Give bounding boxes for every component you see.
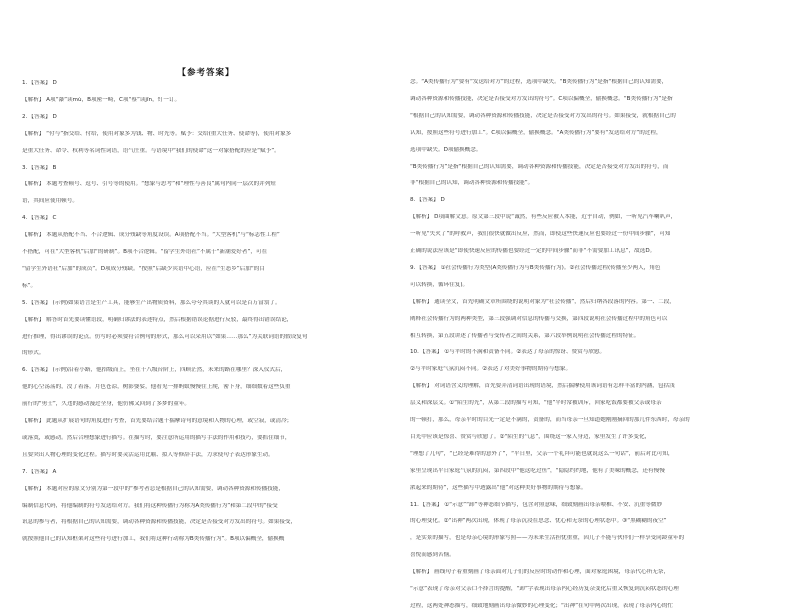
text-line: 的一顿打，那么，母亲平时的目光一定是不满的，责备的，而当母亲一旦知道她刚刚摘回的那几件东西时，母亲的: [410, 417, 690, 423]
text-line: 可以转换，循环往复)。: [410, 281, 469, 288]
text-line: 一听见“失火了”的呼救声，我们很快就做出反应，然而，即使这些快速反应也要经过一份中间步骤”，可知: [410, 231, 671, 238]
text-line: 1．【答案】 D: [22, 80, 57, 86]
text-line: “示意”表现了母亲对父亲口不择言的提醒，“卸”字表现出母亲内心经历复杂变化后重又恢复到沉闷状态的心理: [410, 586, 679, 592]
text-line: 11．【答案】 ①“示意”“卸”等神态细节描写，包含对照意味，细致刻画出母亲喂稚、不安、沉重等微妙: [410, 501, 663, 508]
text-line: 【解析】 本题从搭配不当、不合逻辑、成分残缺等角度设误。A项搭配不当。“大型客机”与“标志性工程”: [22, 232, 280, 239]
text-line: 语，其间应使用顿号。: [22, 198, 78, 205]
text-line: 10．【答案】 ①与平时的不满和责备不同。②表达了母亲的惊讶、赞赏与欣慰。: [410, 349, 606, 356]
text-line: 目光中应该是惊喜、赞赏与欣慰了。②“陌生的气息”，围绕这一家人身边，家里发生了许多变化，: [410, 433, 651, 440]
text-line: 4．【答案】 C: [22, 215, 57, 222]
text-line: 讯息的参与者，将根据自己的认知需要，调动各种资源和传播技能，决定是否接受对方发出的符号。如果接受，: [22, 519, 297, 526]
text-line: 【解析】 本题对应的原文分别为第一段中的“参考者总是根据自己的认知需要，调动各种资源和传播技能，: [22, 485, 284, 492]
text-line: 念。“A类传播行为”要有“发送给对方”的过程，选项中缺失。“B类传播行为”是指“根据自己的认知需要，: [410, 79, 668, 85]
text-line: 层义和深层义。①“陌生的光”，从第二段的描写可知，“他”平时常被训斥，回家吃饭都要被父亲或母亲: [410, 400, 662, 407]
text-line: 他的心空荡荡的，没了着落。月色苍凉，树影婆娑，他看见一排蚂蚁慢慢往上爬，密下身，细细数着这些负重: [22, 384, 291, 391]
text-line: 【解析】 本题考查顿号、逗号、引号等的使用。“想象与思考”和“理性与善良”属句内同一层次的并列短: [22, 181, 276, 188]
text-line: 调动各种资源和传播技能，决定是否接受对方发出的符号”。C项以偏概全，偷换概念。“B类传播行为”是指: [410, 95, 673, 102]
text-line: 非“根据自己的认知，调动各种资源和传播技能”。: [410, 180, 534, 187]
text-line: 就按照他自己的认知框架对这些符号进行加工，我们将这种行动称为B类传播行为”。B项以偏概全，偷换概: [22, 536, 285, 543]
text-line: ②与平时家庭气氛沉闷不同。②表达了对美好事物的期待与想象。: [410, 366, 572, 373]
text-line: 浓起来的期待”，这些描写中透露出“他”对这种美好事物的期待与想象。: [410, 484, 587, 491]
text-line: 阐释社会传播行为的两种类型，第三段强调对信息的传播与交换，第四段说明社会传播过程中的角色可以: [410, 315, 668, 322]
text-line: 过程，这两处神态描写，细致地刻画出母亲微妙的心理变化；“出神”在句中两次出现，表现了母亲内心的忙: [410, 602, 674, 609]
text-line: 【解析】 此题从扩展语句的角度进行考查，首先要结合题干揣摩诗句的意境和人物的心理，或空寂，或清冷；: [22, 418, 293, 424]
text-line: 【解析】 对词语含义的理解，首先要弄清词语出现的语境，然后揣摩使用该词语有怎样丰富的内涵，包括浅: [410, 383, 675, 390]
text-line: 【解析】 “付与”指交给、付给，使用对象多为钱、物、时光等。赋予：交给(重大任务、使命等)，使用对象多: [22, 130, 292, 137]
text-line: “根据自己的认知需要，调动各种资源和传播技能，决定是否接受对方发出的符号。如果接受，就根据自己的: [410, 112, 676, 119]
text-line: 正确的说法应该是“即使快速反应的传播也要经过一定的中间步骤”而非“不需要加工讯息”，故选D。: [410, 248, 656, 254]
text-line: “留学生外语社”后加“的成员”。D项成分残缺。“按照”后缺少宾语中心语，应在“生态乡”后加“的目: [22, 265, 265, 272]
text-line: 进行推理，得出谬误的论点。仿写时必须要符合例句的形式，那么可以采用以“如果……那么”为关联词语的假设复句: [22, 333, 308, 340]
page-title: 【参考答案】: [177, 68, 235, 78]
text-line: 3．【答案】 B: [22, 164, 57, 171]
text-line: 的形式。: [22, 350, 45, 357]
text-line: 6．【答案】 (示例)沿着小路，他拾级而上，坐在十八级台阶上，四顾茫然，未来的路在哪里？深入仪式后，: [22, 367, 287, 374]
text-line: 喜悦而感到苦恼。: [410, 552, 455, 559]
text-line: 认知，按照这些符号进行加工”。C项以偏概全，偷换概念。“A类传播行为”要有“发送给对方”的过程，: [410, 129, 662, 136]
text-line: 【解析】 解答时首先要读懂语段，明确归谬法的表述特点，然后根据错误论据进行反驳，最终得出错误结论，: [22, 316, 293, 323]
text-line: 【解析】 画线句子着重刻画了母亲面对儿子们的反应时的动作和心理，面对家庭困境，母亲代心所无奈，: [410, 569, 670, 576]
text-line: 【解析】 A项“瀑”读mù，B项密一畸，C项“蔡”读jīn，钉一订。: [22, 96, 181, 103]
text-line: 5．【答案】 (示例)如果语言是生产工具，能够生产出物质资料，那么夸夸其谈的人就可以是百万富翁了。: [22, 299, 281, 306]
text-line: ，是实景的描写，也是母亲心境的形象写照——为未来生活担忧重重，因儿子不能与伙伴们一样享受同龄童年的: [410, 535, 685, 542]
text-line: 的心理变化。②“出神”两次出现，体现了母亲沉浸在思念、忧心和无奈的心理状态中。③“黑糊糊的夜空”: [410, 518, 667, 525]
text-line: 前行的“勇士”，久违的感动漫过全身，他仿佛又回到了多梦的童年。: [22, 401, 191, 408]
text-line: 编制信息代码，将他编制的符号发送给对方。我们将这种传播行为称为A类传播行为”和第二段中的“接受: [22, 502, 278, 509]
text-line: “理想了几句”，“已经是难得的意外了”，“平日里，父亲一个礼拜可能也就说这么一句话”，前后对比可知，: [410, 450, 674, 457]
text-line: 2．【答案】 D: [22, 113, 57, 120]
text-line: 选项中缺失。D项偷换概念。: [410, 146, 482, 153]
text-line: 8．【答案】 D: [410, 197, 445, 204]
text-line: 9．【答案】 ①社会传播行为类型(A类传播行为与B类传播行为)。②社会传播过程(传播至少两人，角色: [410, 264, 661, 271]
text-line: 7．【答案】 A: [22, 468, 57, 475]
text-line: 标”。: [22, 282, 37, 289]
text-line: 【解析】 D项曲解文意。原文第三段中说“诚然，有些反应被人本能，近乎自动，例如，一听见汽车喇叭声，: [410, 214, 677, 221]
text-line: 相互转换，第五段讲述了传播者与受传者之间的关系，第六段举例说明社会传播过程的特征。: [410, 332, 640, 339]
text-line: 且要突出人物心理的变化过程。描写时要灵活运用比喻、拟人等修辞手法，力求使句子表达形象生动。: [22, 451, 274, 458]
text-line: 家里呈现出平日家庭气氛的沉闷，第四段中“他这吃过鱼”，“隐隐约约地，他有了美味的概念，还有慢慢: [410, 467, 665, 474]
text-line: 【解析】 通读全文，首先明确文章所围绕的说明对象为“社会传播”，然后归纳各段落的内容。第一、二段，: [410, 298, 675, 305]
text-line: 是重大任务、命令、权利等名词性词语，语气庄重。与语境中“我们的使命”这一对象搭配的应是“赋予”。: [22, 147, 280, 154]
text-line: 或落寞，或感动。然后合理想象进行描写。在描写时，要注意所运用的描写手法的作用和技巧，要抓住细节，: [22, 434, 291, 441]
text-line: “B类传播行为”是指“根据自己的认知需要，调动各种资源和传播技能，决定是否接受对方发出的符号，而: [410, 163, 669, 170]
text-line: 不搭配，可在“大型客机”后加“的研制”。B项不合逻辑。“留学生外语社”不属于“新潮爱好者”，可在: [22, 249, 268, 255]
